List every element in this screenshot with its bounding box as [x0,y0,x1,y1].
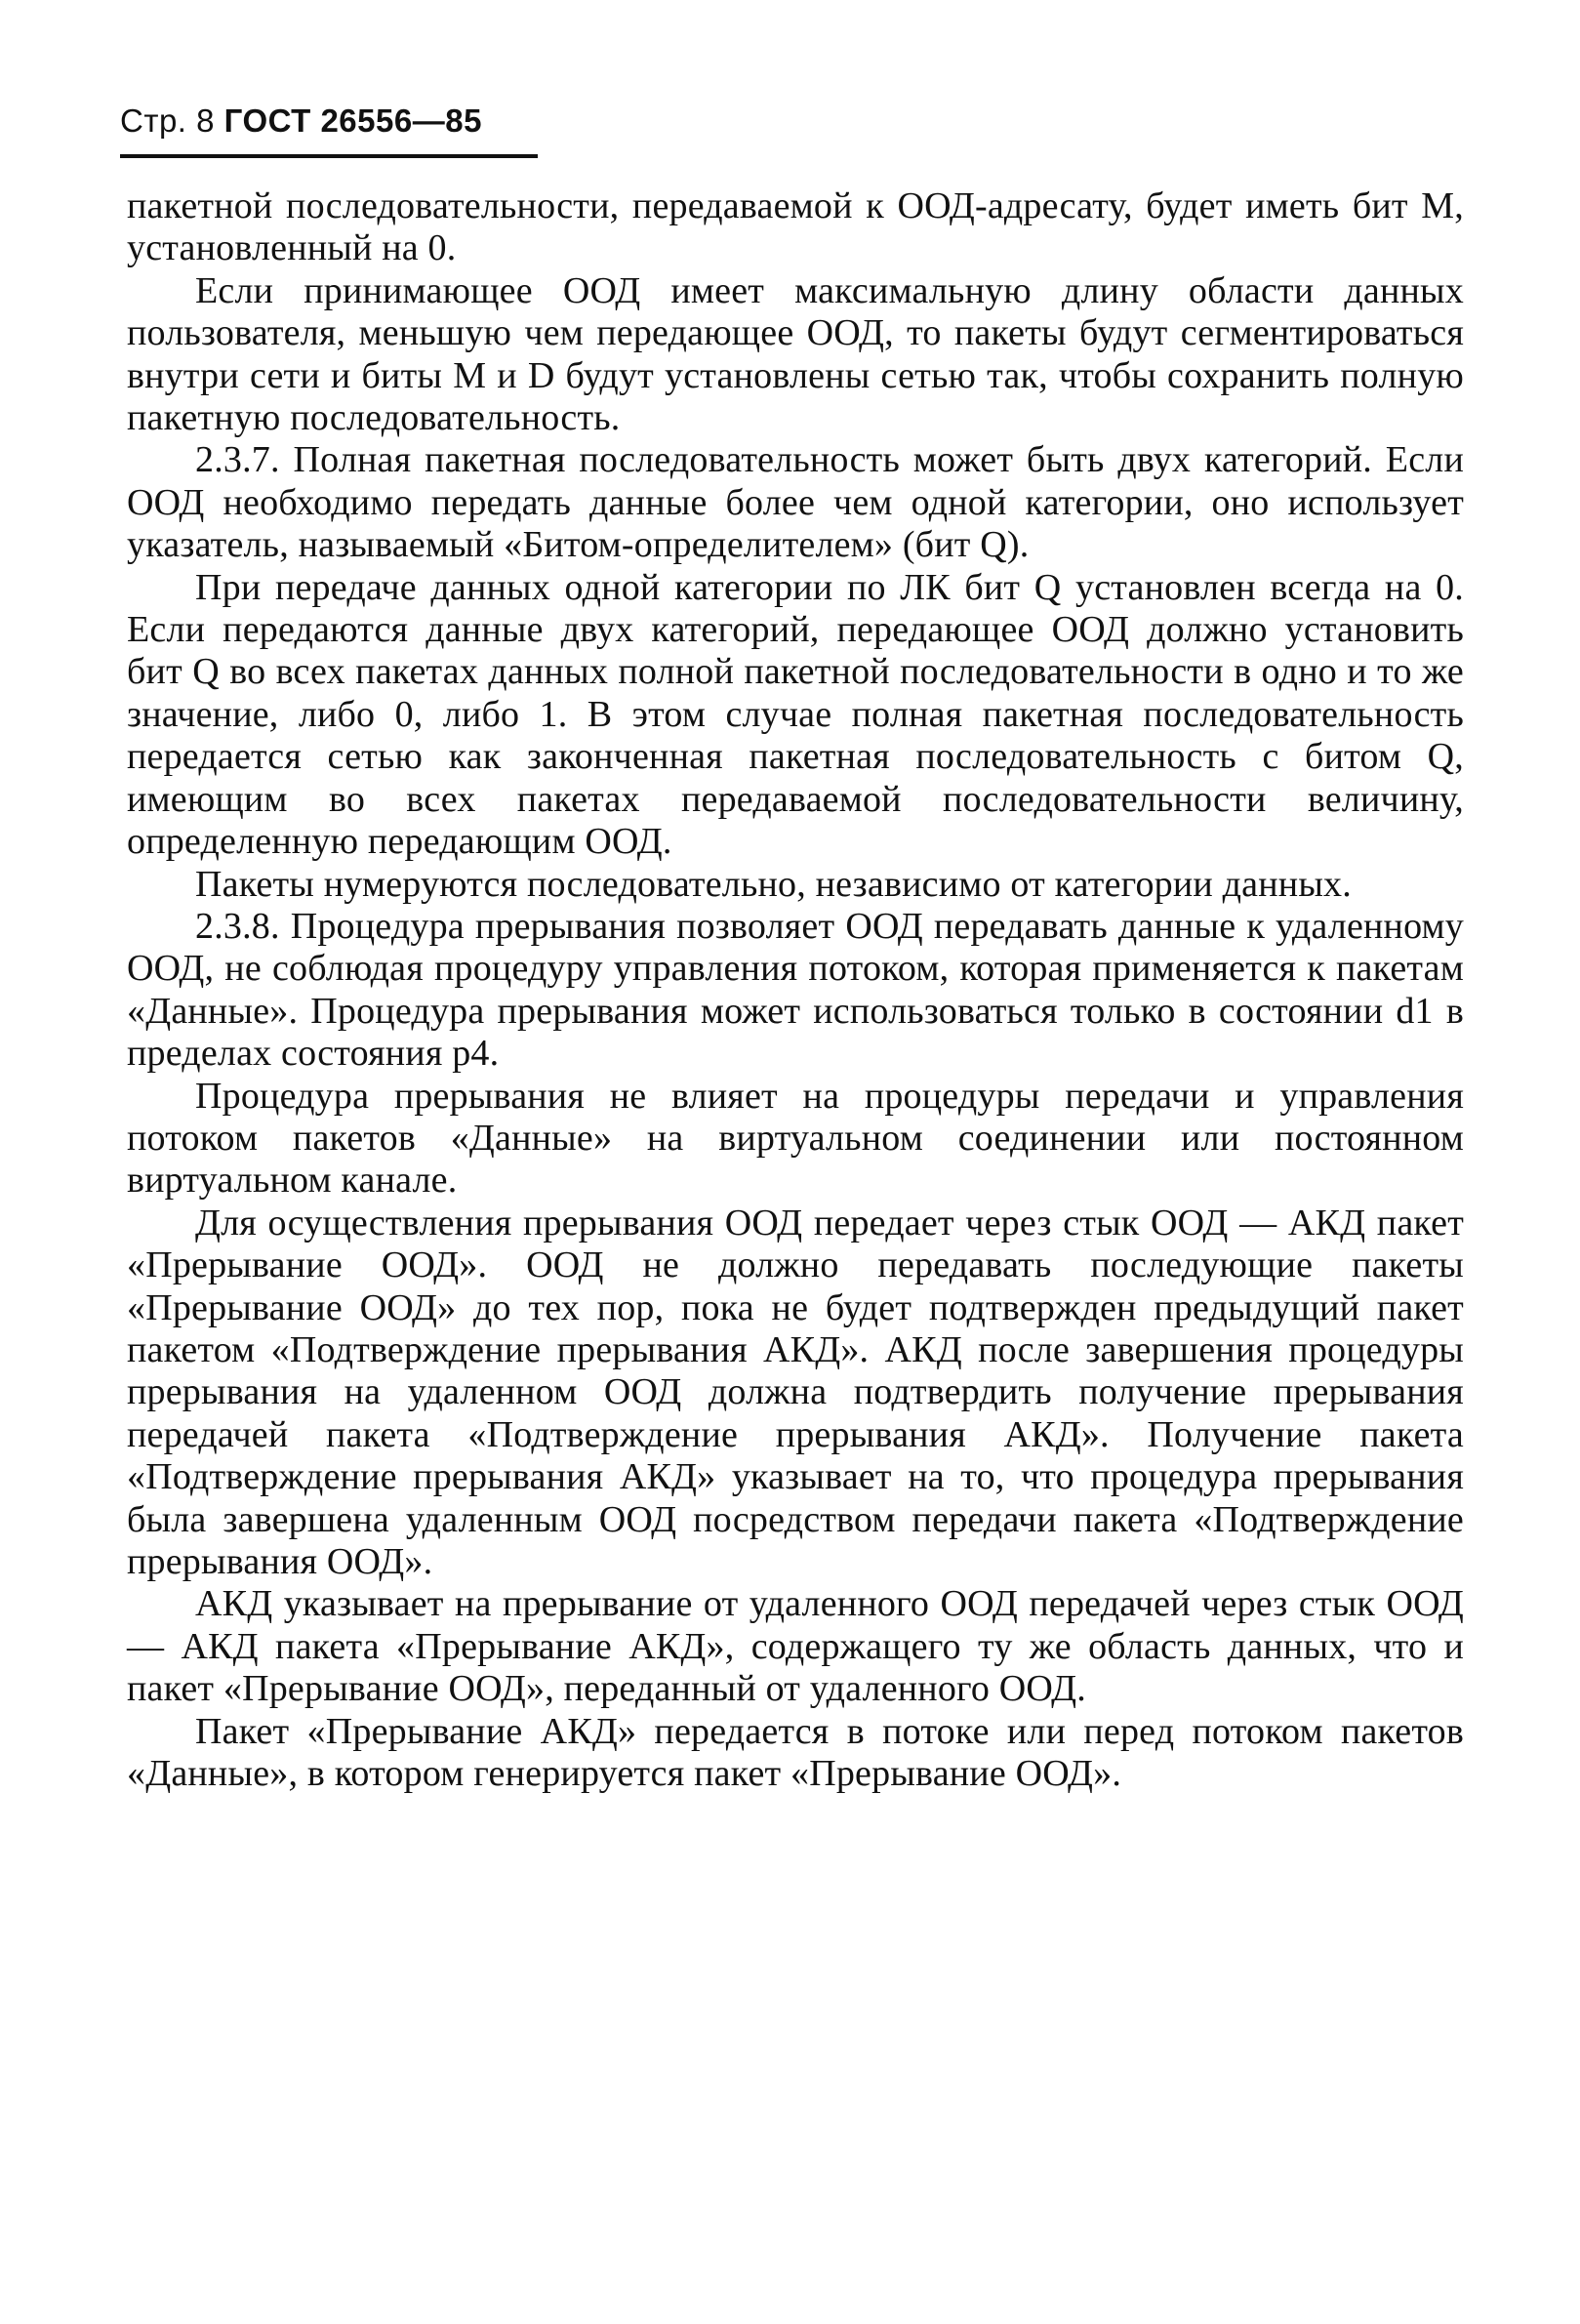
paragraph-clause-2-3-7: 2.3.7. Полная пакетная последовательность может быть двух категорий. Если ООД необходимо передать данные более чем одной категории, оно использует указатель, называемый «Битом-определителем» (бит Q). [127,439,1464,566]
paragraph-clause-2-3-8: 2.3.8. Процедура прерывания позволяет ООД передавать данные к удаленному ООД, не соблюдая процедуру управления потоком, которая применяется к пакетам «Данные». Процедура прерывания может использоваться только в состоянии d1 в пределах состояния р4. [127,905,1464,1075]
page-number: Стр. 8 [120,102,215,139]
paragraph: Пакет «Прерывание АКД» передается в потоке или перед потоком пакетов «Данные», в котором генерируется пакет «Прерывание ООД». [127,1710,1464,1795]
paragraph: АКД указывает на прерывание от удаленного ООД передачей через стык ООД — АКД пакета «Прерывание АКД», содержащего ту же область данных, что и пакет «Прерывание ООД», переданный от удаленного ООД. [127,1583,1464,1710]
running-header [120,102,482,141]
body-text [127,185,1464,1795]
paragraph: Пакеты нумеруются последовательно, независимо от категории данных. [195,863,1352,905]
paragraph: Если принимающее ООД имеет максимальную длину области данных пользователя, меньшую чем передающее ООД, то пакеты будут сегментироваться внутри сети и биты М и D будут установлены сетью так, чтобы сохранить полную пакетную последовательность. [127,269,1464,439]
paragraph-continued: пакетной последовательности, передаваемой к ООД-адресату, будет иметь бит М, установленный на 0. [127,185,1464,269]
paragraph: Для осуществления прерывания ООД передает через стык ООД — АКД пакет «Прерывание ООД». ООД не должно передавать последующие пакеты «Прерывание ООД» до тех пор, пока не будет подтвержден предыдущий пакет пакетом «Подтверждение прерывания АКД». АКД после завершения процедуры прерывания на удаленном ООД должна подтвердить получение прерывания передачей пакета «Подтверждение прерывания АКД». Получение пакета «Подтверждение прерывания АКД» указывает на то, что процедура прерывания была завершена удаленным ООД посредством передачи пакета «Подтверждение прерывания ООД». [127,1202,1464,1582]
standard-number: ГОСТ 26556—85 [223,102,482,139]
paragraph: При передаче данных одной категории по ЛК бит Q установлен всегда на 0. Если передаются данные двух категорий, передающее ООД должно установить бит Q во всех пакетах данных полной пакетной последовательности в одно и то же значение, либо 0, либо 1. В этом случае полная пакетная последовательность передается сетью как законченная пакетная последовательность с битом Q, имеющим во всех пакетах передаваемой последовательности величину, определенную передающим ООД. [127,566,1464,863]
header-rule [120,154,538,158]
paragraph: Процедура прерывания не влияет на процедуры передачи и управления потоком пакетов «Данные» на виртуальном соединении или постоянном виртуальном канале. [127,1075,1464,1202]
